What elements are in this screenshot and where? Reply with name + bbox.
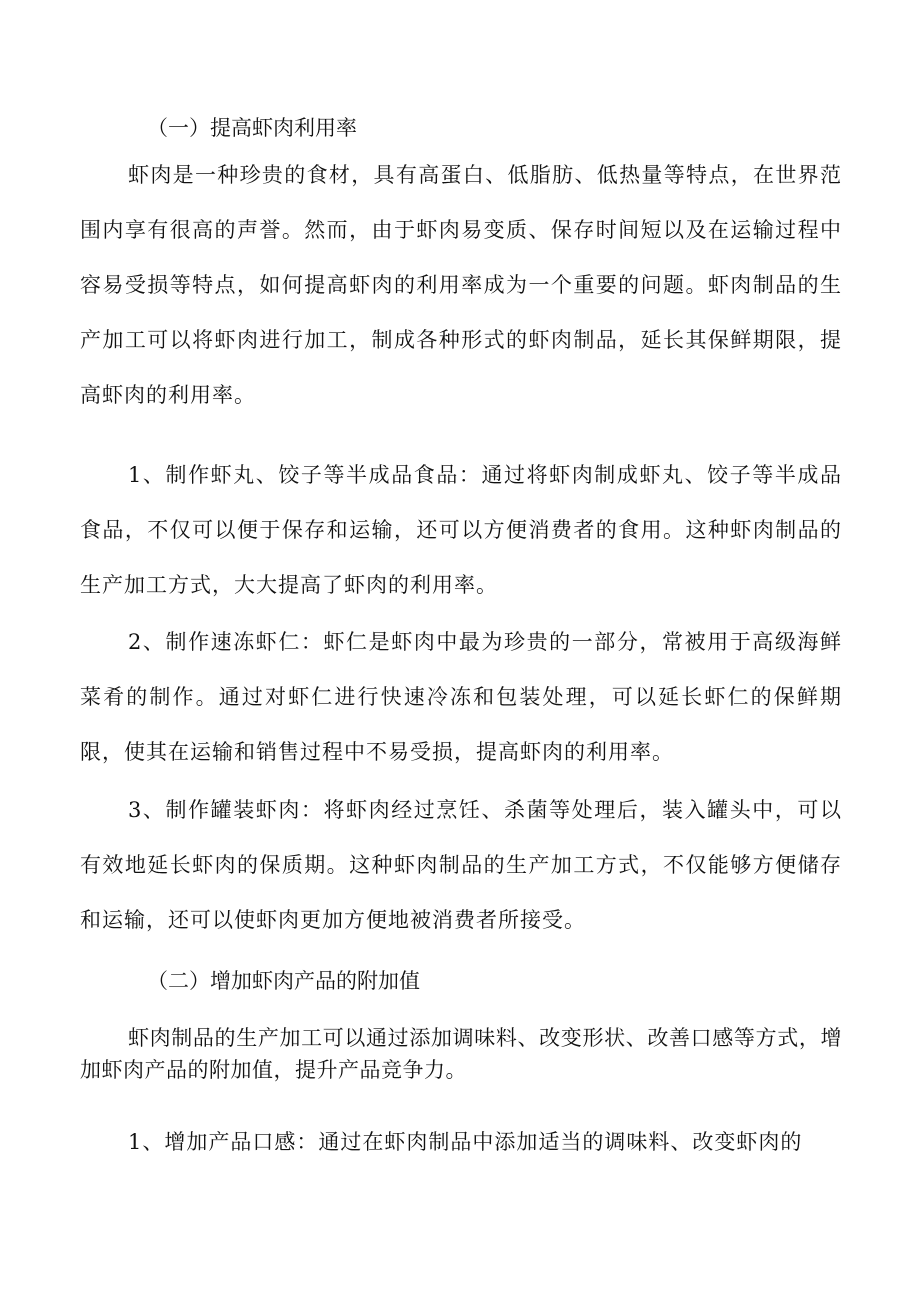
section2-item-1: 1、增加产品口感：通过在虾肉制品中添加适当的调味料、改变虾肉的 [128,1130,803,1154]
section-heading-1: （一）提高虾肉利用率 [147,116,357,140]
section1-item-1: 1、制作虾丸、饺子等半成品食品：通过将虾肉制成虾丸、饺子等半成品食品，不仅可以便于保存和运输，还可以方便消费者的食用。这种虾肉制品的生产加工方式，大大提高了虾肉的利用率。 [80,463,842,597]
section1-intro-paragraph: 虾肉是一种珍贵的食材，具有高蛋白、低脂肪、低热量等特点，在世界范围内享有很高的声誉。然而，由于虾肉易变质、保存时间短以及在运输过程中容易受损等特点，如何提高虾肉的利用率成为一个重要的问题。虾肉制品的生产加工可以将虾肉进行加工，制成各种形式的虾肉制品，延长其保鲜期限，提高虾肉的利用率。 [80,163,842,407]
section-heading-2: （二）增加虾肉产品的附加值 [147,969,420,993]
section1-item-2: 2、制作速冻虾仁：虾仁是虾肉中最为珍贵的一部分，常被用于高级海鲜菜肴的制作。通过对虾仁进行快速冷冻和包装处理，可以延长虾仁的保鲜期限，使其在运输和销售过程中不易受损，提高虾肉的利用率。 [80,630,842,764]
section2-intro-paragraph: 虾肉制品的生产加工可以通过添加调味料、改变形状、改善口感等方式，增加虾肉产品的附加值，提升产品竞争力。 [80,1026,842,1082]
section1-item-3: 3、制作罐装虾肉：将虾肉经过烹饪、杀菌等处理后，装入罐头中，可以有效地延长虾肉的保质期。这种虾肉制品的生产加工方式，不仅能够方便储存和运输，还可以使虾肉更加方便地被消费者所接受。 [80,798,842,932]
